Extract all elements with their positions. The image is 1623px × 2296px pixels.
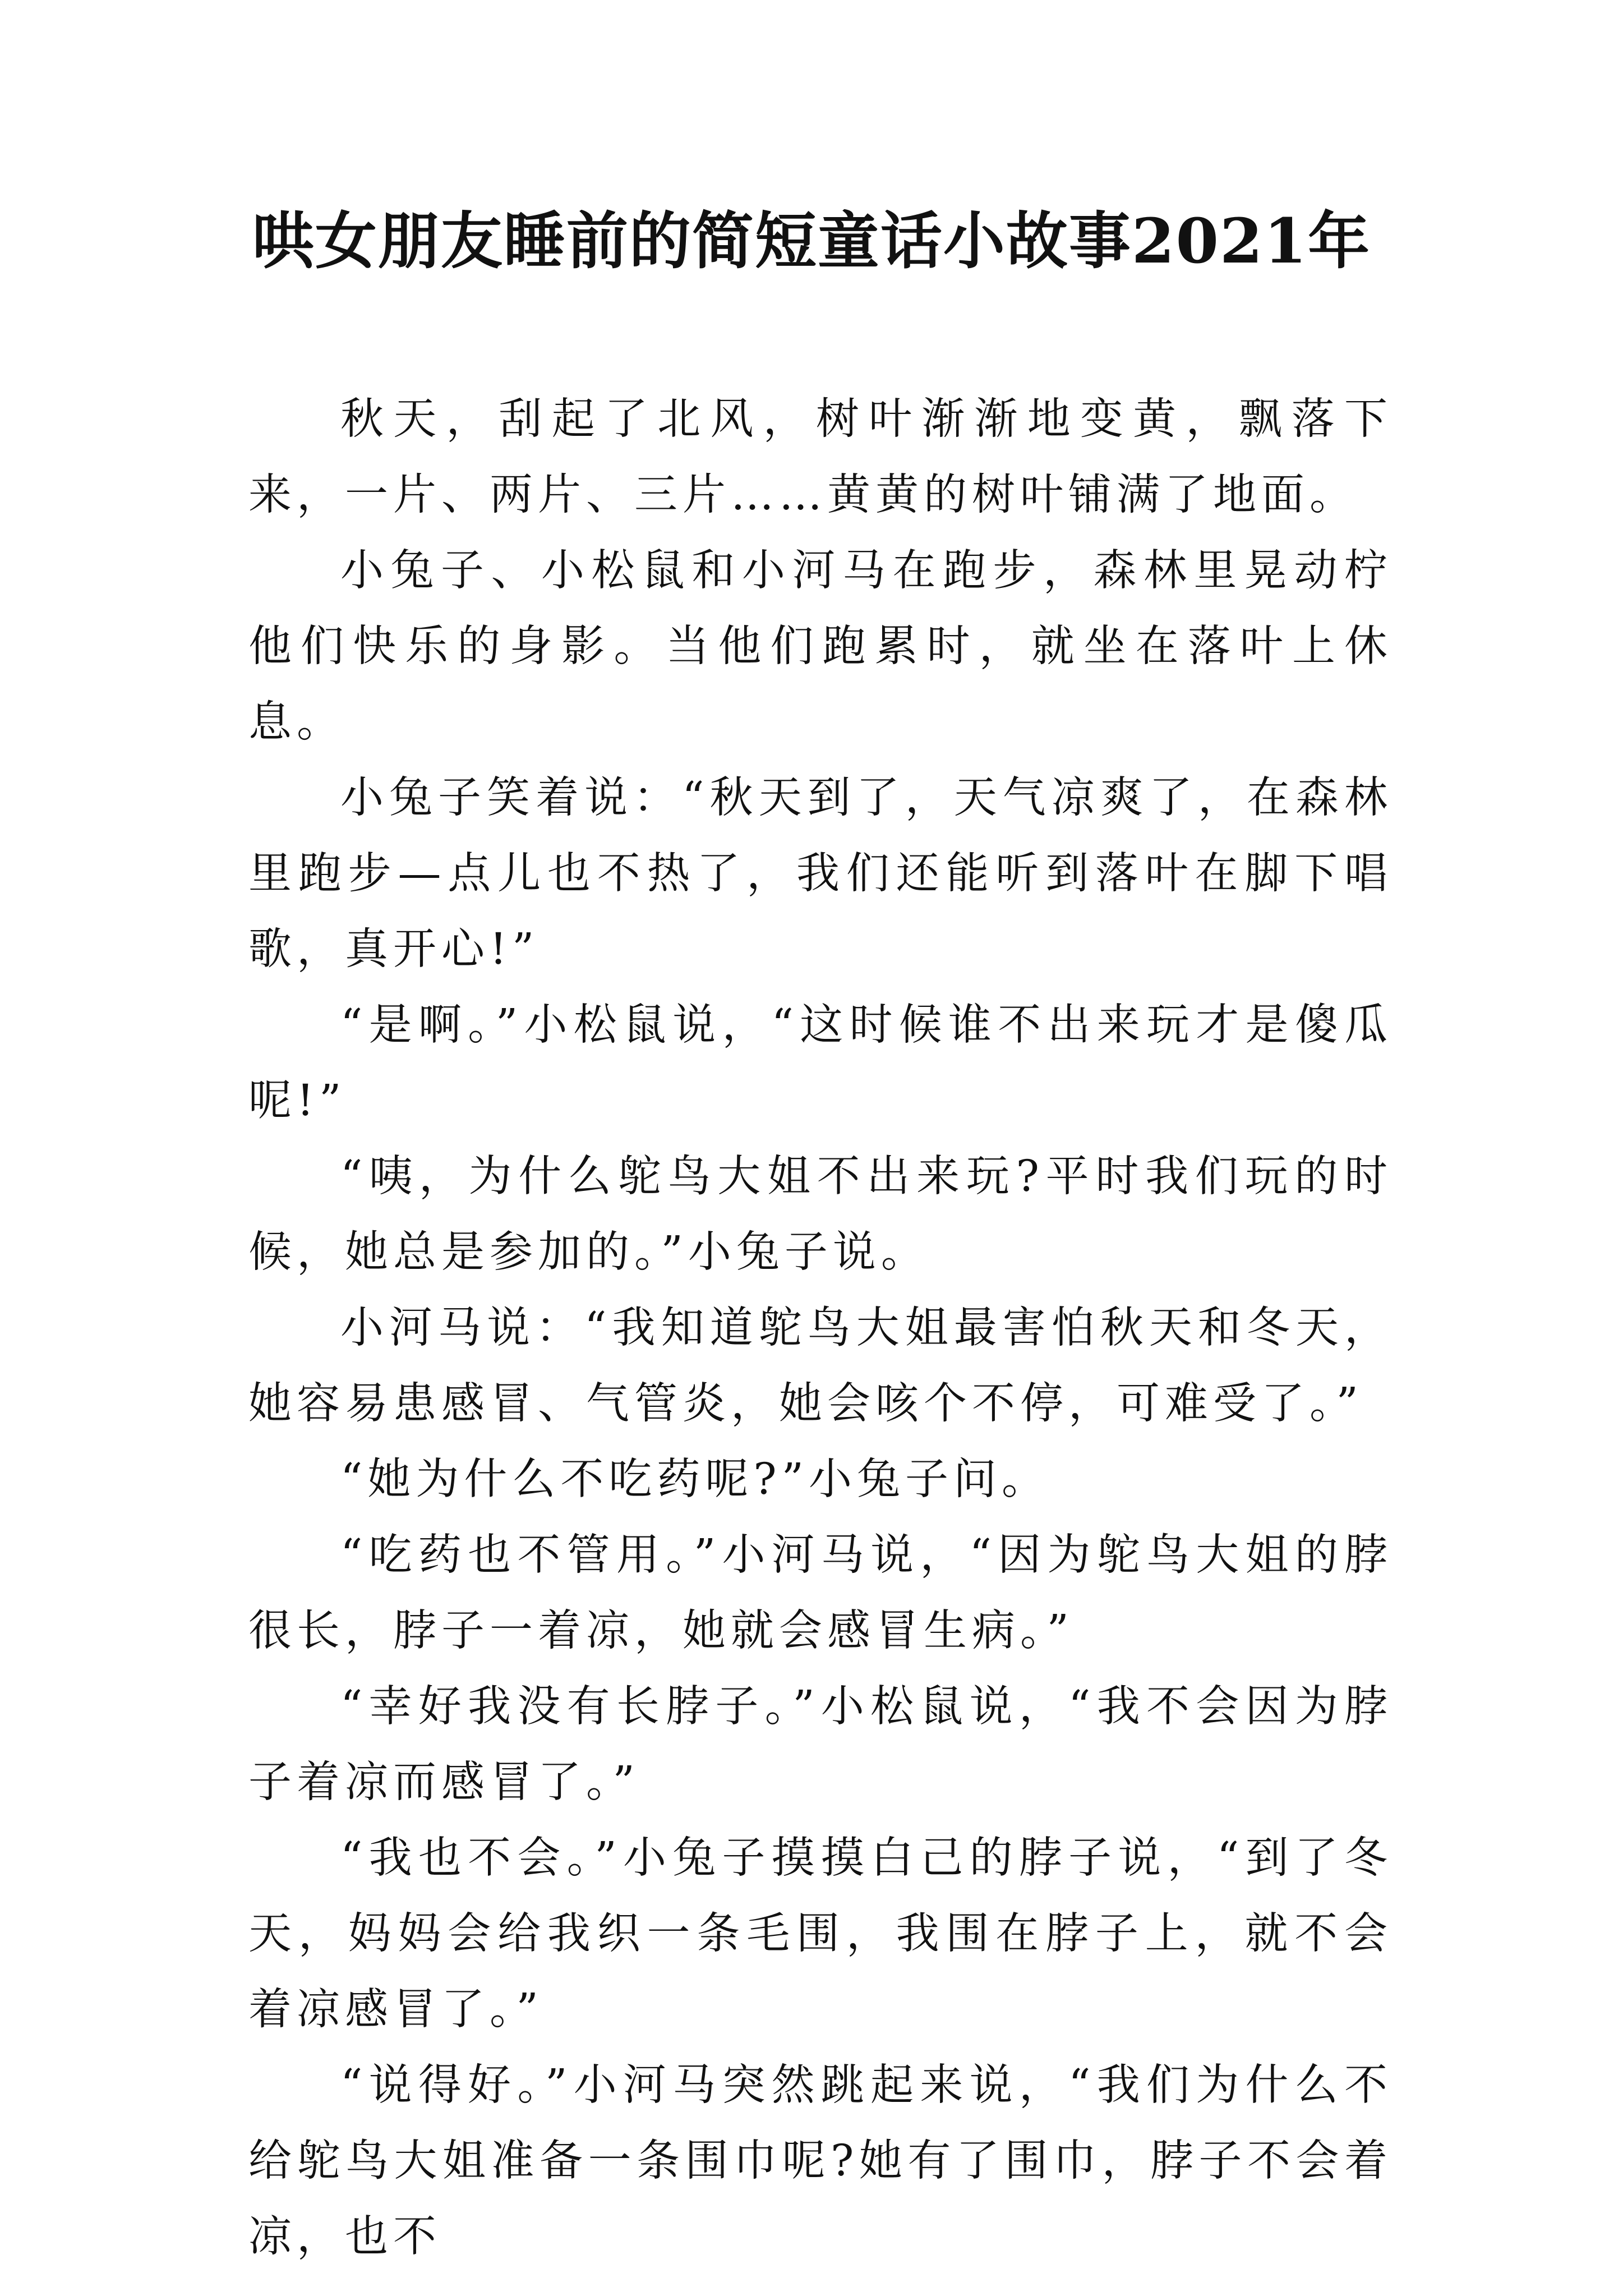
paragraph: “说得好。”小河马突然跳起来说，“我们为什么不给鸵鸟大姐准备一条围巾呢?她有了围巾，脖子不会着凉，也不 — [248, 2060, 1393, 2262]
paragraph: “吃药也不管用。”小河马说，“因为鸵鸟大姐的脖很长，脖子一着凉，她就会感冒生病。” — [248, 1530, 1393, 1656]
paragraph: “咦，为什么鸵鸟大姐不出来玩?平时我们玩的时候，她总是参加的。”小兔子说。 — [248, 1152, 1393, 1277]
paragraph: 小河马说：“我知道鸵鸟大姐最害怕秋天和冬天，她容易患感冒、气管炎，她会咳个不停，可难受了。” — [248, 1303, 1393, 1429]
paragraph: 小兔子笑着说：“秋天到了，天气凉爽了，在森林里跑步—点儿也不热了，我们还能听到落叶在脚下唱歌，真开心!” — [248, 773, 1393, 974]
paragraph: 秋天，刮起了北风，树叶渐渐地变黄，飘落下来，一片、两片、三片……黄黄的树叶铺满了地面。 — [248, 394, 1393, 520]
paragraph: “她为什么不吃药呢?”小兔子问。 — [340, 1455, 1050, 1504]
paragraph: 小兔子、小松鼠和小河马在跑步，森林里晃动柠他们快乐的身影。当他们跑累时，就坐在落叶上休息。 — [248, 546, 1393, 747]
paragraph: “是啊。”小松鼠说，“这时候谁不出来玩才是傻瓜呢!” — [248, 1000, 1393, 1126]
paragraph: “我也不会。”小兔子摸摸白己的脖子说，“到了冬天，妈妈会给我织一条毛围，我围在脖子上，就不会着凉感冒了。” — [248, 1833, 1393, 2035]
document-body — [248, 381, 1393, 2275]
paragraph: “幸好我没有长脖子。”小松鼠说，“我不会因为脖子着凉而感冒了。” — [248, 1682, 1393, 1807]
document-title: 哄女朋友睡前的简短童话小故事2021年 — [252, 205, 1371, 277]
